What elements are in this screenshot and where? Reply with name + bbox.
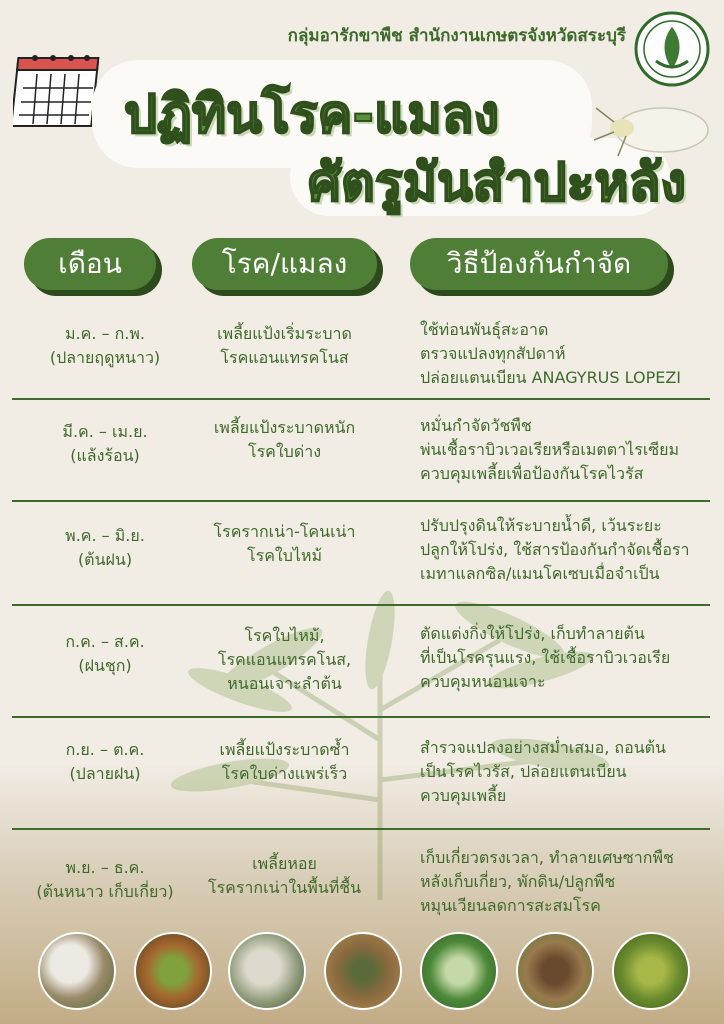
control-line: ใช้ท่อนพันธุ์สะอาด xyxy=(420,320,549,339)
column-header-month: เดือน xyxy=(24,238,156,290)
pest-line: โรคใบไหม้ xyxy=(247,546,322,565)
control-line: ปล่อยแตนเบียน ANAGYRUS LOPEZI xyxy=(420,368,682,387)
pest-cell xyxy=(192,852,377,900)
department-logo xyxy=(634,11,710,87)
pest-cell xyxy=(192,416,377,464)
row-divider xyxy=(12,716,710,718)
pest-line: เพลี้ยแป้งเริ่มระบาด xyxy=(217,324,352,343)
control-line: พ่นเชื้อราบิวเวอเรียหรือเมตตาไรเซียม xyxy=(420,440,680,459)
control-line: หมุนเวียนลดการสะสมโรค xyxy=(420,896,601,915)
control-line: สำรวจแปลงอย่างสม่ำเสมอ, ถอนต้น xyxy=(420,738,666,757)
page-title-line1: ปฏิทินโรค-แมลง xyxy=(124,85,500,145)
pest-cell xyxy=(192,624,377,696)
control-line: ปรับปรุงดินให้ระบายน้ำดี, เว้นระยะ xyxy=(420,516,662,535)
pest-line: โรคใบด่างแพร่เร็ว xyxy=(221,764,348,783)
control-line: หมั่นกำจัดวัชพืช xyxy=(420,416,532,435)
control-cell xyxy=(420,736,720,808)
month-cell xyxy=(20,738,190,786)
row-divider xyxy=(12,828,710,830)
control-cell xyxy=(420,514,720,586)
pest-line: โรคแอนแทรคโนส xyxy=(220,348,349,367)
control-line: ตรวจแปลงทุกสัปดาห์ xyxy=(420,344,566,363)
control-line: ควบคุมเพลี้ยเพื่อป้องกันโรคไวรัส xyxy=(420,464,644,483)
month-range: ม.ค. – ก.พ. xyxy=(65,324,145,343)
month-season: (ฝนชุก) xyxy=(78,656,132,675)
control-line: ตัดแต่งกิ่งให้โปร่ง, เก็บทำลายต้น xyxy=(420,624,645,643)
scale-insect-photo xyxy=(228,932,306,1010)
pest-line: เพลี้ยแป้งระบาดซ้ำ xyxy=(219,740,350,759)
month-cell xyxy=(20,420,190,468)
column-header-pest: โรค/แมลง xyxy=(192,238,377,290)
control-line: หลังเก็บเกี่ยว, พักดิน/ปลูกพืช xyxy=(420,872,616,891)
leaf-blight-photo xyxy=(612,932,690,1010)
mealybug-photo xyxy=(38,932,116,1010)
month-season: (ปลายฤดูหนาว) xyxy=(49,348,161,367)
month-season: (แล้งร้อน) xyxy=(70,446,140,465)
month-range: ก.ค. – ส.ค. xyxy=(65,632,145,651)
pest-line: โรครากเน่าในพื้นที่ชื้น xyxy=(207,878,362,897)
pest-line: โรคแอนแทรคโนส, xyxy=(217,650,352,669)
page-title-line2: ศัตรูมันสำปะหลัง xyxy=(308,153,686,213)
stem-damage-photo xyxy=(324,932,402,1010)
mosaic-leaf-photo xyxy=(420,932,498,1010)
month-range: ก.ย. – ต.ค. xyxy=(65,740,145,759)
row-divider xyxy=(12,604,710,606)
control-cell xyxy=(420,846,720,918)
pest-line: เพลี้ยแป้งระบาดหนัก xyxy=(213,418,356,437)
month-season: (ต้นหนาว เก็บเกี่ยว) xyxy=(36,882,174,901)
month-season: (ต้นฝน) xyxy=(77,550,133,569)
row-divider xyxy=(12,398,710,400)
control-line: ที่เป็นโรครุนแรง, ใช้เชื้อราบิวเวอเรีย xyxy=(420,648,671,667)
control-line: ควบคุมเพลี้ย xyxy=(420,786,507,805)
control-line: เมทาแลกซิล/แมนโคเซบเมื่อจำเป็น xyxy=(420,564,660,583)
pest-line: หนอนเจาะลำต้น xyxy=(227,674,342,693)
pest-line: โรคใบไหม้, xyxy=(244,626,325,645)
control-line: เป็นโรคไวรัส, ปล่อยแตนเบียน xyxy=(420,762,627,781)
pest-cell xyxy=(192,322,377,370)
row-divider xyxy=(12,500,710,502)
pest-line: โรคใบด่าง xyxy=(247,442,322,461)
control-line: เก็บเกี่ยวตรงเวลา, ทำลายเศษซากพืช xyxy=(420,848,674,867)
month-cell xyxy=(20,524,190,572)
control-cell xyxy=(420,622,720,694)
month-season: (ปลายฝน) xyxy=(69,764,141,783)
month-cell xyxy=(20,630,190,678)
month-range: พ.ย. – ธ.ค. xyxy=(65,858,145,877)
org-name: กลุ่มอารักขาพืช สำนักงานเกษตรจังหวัดสระบุรี xyxy=(287,26,626,46)
stem-borer-photo xyxy=(134,932,212,1010)
control-cell xyxy=(420,414,720,486)
month-cell xyxy=(20,856,190,904)
root-rot-photo xyxy=(516,932,594,1010)
pest-line: โรครากเน่า-โคนเน่า xyxy=(213,522,356,541)
month-range: มี.ค. – เม.ย. xyxy=(62,422,148,441)
control-line: ควบคุมหนอนเจาะ xyxy=(420,672,546,691)
control-cell xyxy=(420,318,720,390)
control-line: ปลูกให้โปร่ง, ใช้สารป้องกันกำจัดเชื้อรา xyxy=(420,540,690,559)
column-header-control: วิธีป้องกันกำจัด xyxy=(410,238,668,290)
pest-cell xyxy=(192,520,377,568)
month-range: พ.ค. – มิ.ย. xyxy=(65,526,145,545)
whitefly-icon xyxy=(592,92,710,162)
pest-line: เพลี้ยหอย xyxy=(252,854,317,873)
pest-cell xyxy=(192,738,377,786)
month-cell xyxy=(20,322,190,370)
